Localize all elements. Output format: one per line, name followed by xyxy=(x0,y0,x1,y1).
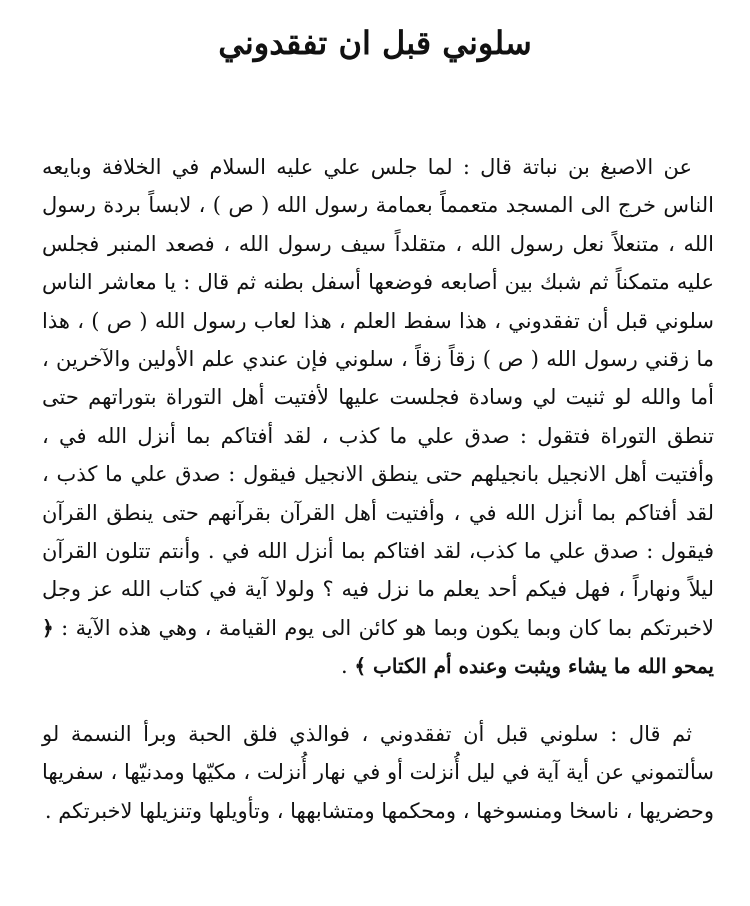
page-title: سلوني قبل ان تفقدوني xyxy=(218,24,532,62)
narration-end: . xyxy=(341,654,355,679)
narration-text: عن الاصبغ بن نباتة قال : لما جلس علي عليه السلام في الخلافة وبايعه الناس خرج الى المسجد متعمماً بعمامة رسول الله ( ص ) ، لابساً بردة رسول الله ، متنعلاً نعل رسول الله ، متقلداً سيف رسول الله ، فصعد المنبر فجلس عليه متمكناً ثم شبك بين أصابعه فوضعها أسفل بطنه ثم قال : يا معاشر الناس سلوني قبل أن تفقدوني ، هذا سفط العلم ، هذا لعاب رسول الله ( ص ) ، هذا ما زقني رسول الله ( ص ) زقاً زقاً ، سلوني فإن عندي علم الأولين والآخرين ، أما والله لو ثنيت لي وسادة فجلست عليها لأفتيت أهل التوراة بتوراتهم حتى تنطق التوراة فتقول : صدق علي ما كذب ، لقد أفتاكم بما أنزل الله في ، وأفتيت أهل الانجيل بانجيلهم حتى ينطق الانجيل فيقول : صدق علي ما كذب ، لقد أفتاكم بما أنزل الله في ، وأفتيت أهل القرآن بقرآنهم حتى ينطق القرآن فيقول : صدق علي ما كذب، لقد افتاكم بما أنزل الله في . وأنتم تتلون القرآن ليلاً ونهاراً ، فهل فيكم أحد يعلم ما نزل فيه ؟ ولولا آية في كتاب الله عز وجل لاخبرتكم بما كان وبما يكون وبما هو كائن الى يوم القيامة ، وهي هذه الآية : xyxy=(42,155,714,640)
narration-paragraph xyxy=(42,148,714,686)
second-paragraph: ثم قال : سلوني قبل أن تفقدوني ، فوالذي فلق الحبة وبرأ النسمة لو سألتموني عن أية آية في ليل أُنزلت أو في نهار أُنزلت ، مكيّها ومدنيّها ، سفريها وحضريها ، ناسخا ومنسوخها ، ومحكمها ومتشابهها ، وتأويلها وتنزيلها لاخبرتكم . xyxy=(42,722,714,823)
quran-verse: ﴿ يمحو الله ما يشاء ويثبت وعنده أم الكتاب ﴾ xyxy=(42,615,714,679)
